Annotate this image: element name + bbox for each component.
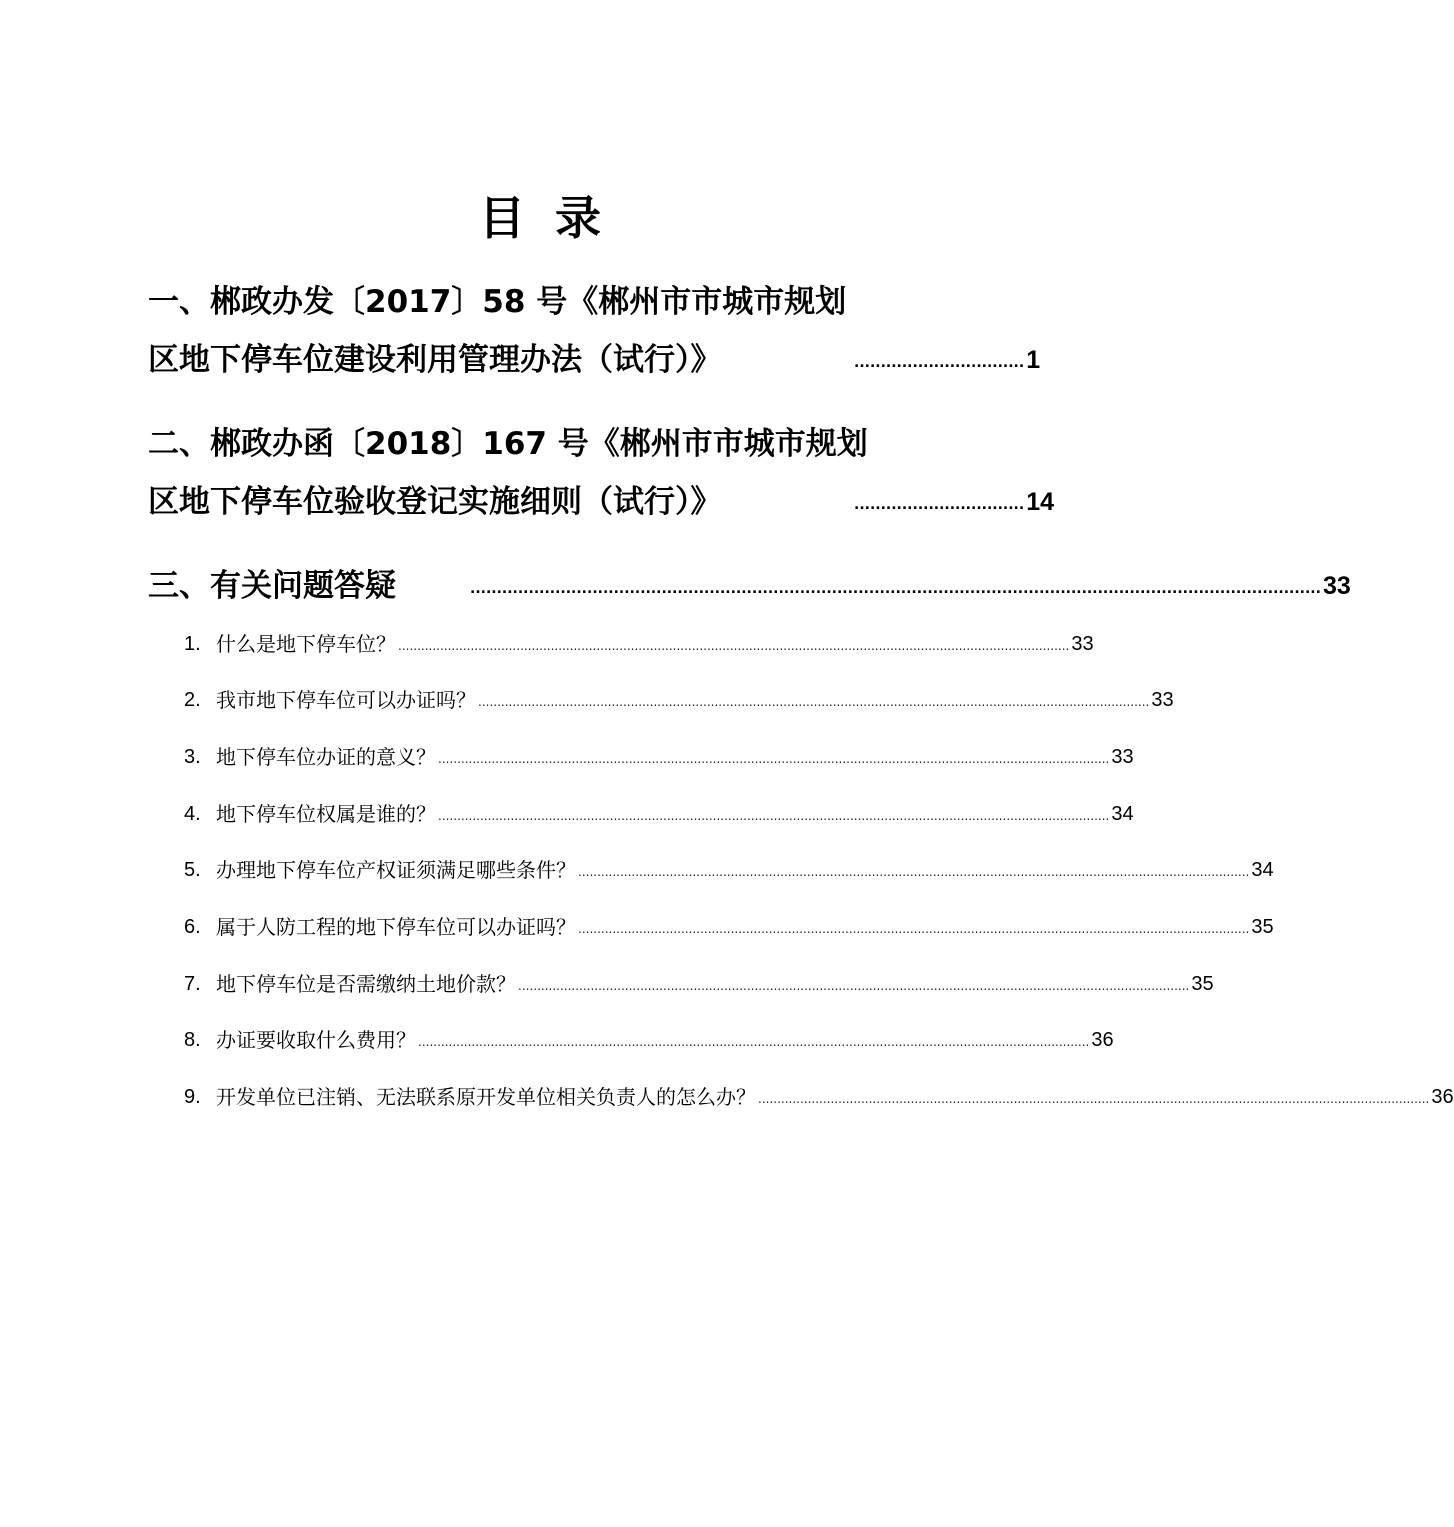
question-page: 33 <box>1151 689 1174 711</box>
question-label: 开发单位已注销、无法联系原开发单位相关负责人的怎么办？ <box>216 1085 756 1109</box>
question-label: 办理地下停车位产权证须满足哪些条件？ <box>216 858 576 882</box>
question-label: 地下停车位是否需缴纳土地价款？ <box>216 972 516 996</box>
toc-section-2-line-2: 区地下停车位验收登记实施细则（试行）》 <box>148 484 722 520</box>
question-number: 5. <box>184 859 201 881</box>
toc-question-1[interactable] <box>184 627 1094 661</box>
question-page: 33 <box>1111 746 1134 768</box>
question-number: 9. <box>184 1086 201 1108</box>
question-page: 35 <box>1191 973 1214 995</box>
dot-leader: ................................ <box>854 497 1025 513</box>
question-number: 8. <box>184 1029 201 1051</box>
question-number: 1. <box>184 633 201 655</box>
question-label: 地下停车位权属是谁的？ <box>216 802 436 826</box>
toc-section-1-leader <box>854 340 1041 380</box>
dot-leader: ................................ <box>854 355 1025 371</box>
question-label: 属于人防工程的地下停车位可以办证吗？ <box>216 915 576 939</box>
question-number: 7. <box>184 973 201 995</box>
question-label: 办证要收取什么费用？ <box>216 1028 416 1052</box>
question-label: 什么是地下停车位？ <box>216 632 396 656</box>
toc-question-9[interactable] <box>184 1080 1454 1114</box>
toc-question-3[interactable] <box>184 740 1134 774</box>
toc-title-char-1: 目 <box>479 191 525 245</box>
question-page: 34 <box>1111 803 1134 825</box>
question-label: 地下停车位办证的意义？ <box>216 745 436 769</box>
toc-section-2[interactable] <box>148 424 1054 524</box>
dot-leader: ................................................................................................................................................................................ <box>578 865 1250 879</box>
dot-leader: ................................................................................................................................................................................ <box>438 752 1110 766</box>
toc-section-1-line-2: 区地下停车位建设利用管理办法（试行）》 <box>148 342 722 378</box>
dot-leader: ................................................................................................................................................................ <box>470 581 1321 597</box>
dot-leader: ................................................................................................................................................................................ <box>418 1035 1090 1049</box>
dot-leader: ................................................................................................................................................................................ <box>398 639 1070 653</box>
toc-section-3-leader <box>470 566 1351 606</box>
toc-question-7[interactable] <box>184 967 1214 1001</box>
toc-question-2[interactable] <box>184 683 1174 717</box>
question-page: 36 <box>1091 1029 1114 1051</box>
toc-section-2-line-1: 二、郴政办函〔2018〕167 号《郴州市市城市规划 <box>148 426 868 462</box>
dot-leader: ................................................................................................................................................................................ <box>478 695 1150 709</box>
question-number: 6. <box>184 916 201 938</box>
question-number: 2. <box>184 689 201 711</box>
question-number: 3. <box>184 746 201 768</box>
toc-section-3-page: 33 <box>1322 572 1351 600</box>
toc-section-1-page: 1 <box>1026 346 1041 374</box>
question-page: 33 <box>1071 633 1094 655</box>
question-label: 我市地下停车位可以办证吗？ <box>216 688 476 712</box>
toc-section-1[interactable] <box>148 282 1041 382</box>
toc-section-3[interactable] <box>148 566 1351 606</box>
dot-leader: ................................................................................................................................................................................ <box>518 979 1190 993</box>
dot-leader: ................................................................................................................................................................................ <box>758 1092 1430 1106</box>
toc-question-8[interactable] <box>184 1023 1114 1057</box>
toc-title-char-2: 录 <box>555 191 601 245</box>
toc-question-6[interactable] <box>184 910 1274 944</box>
question-number: 4. <box>184 803 201 825</box>
toc-question-4[interactable] <box>184 797 1134 831</box>
toc-section-2-page: 14 <box>1026 488 1054 516</box>
toc-section-2-leader <box>854 482 1054 522</box>
toc-section-1-line-1: 一、郴政办发〔2017〕58 号《郴州市市城市规划 <box>148 284 847 320</box>
toc-title <box>0 188 1080 248</box>
toc-question-5[interactable] <box>184 853 1274 887</box>
question-page: 34 <box>1251 859 1274 881</box>
dot-leader: ................................................................................................................................................................................ <box>438 809 1110 823</box>
question-page: 36 <box>1431 1086 1454 1108</box>
dot-leader: ................................................................................................................................................................................ <box>578 922 1250 936</box>
question-page: 35 <box>1251 916 1274 938</box>
toc-section-3-line-1: 三、有关问题答疑 <box>148 568 396 604</box>
